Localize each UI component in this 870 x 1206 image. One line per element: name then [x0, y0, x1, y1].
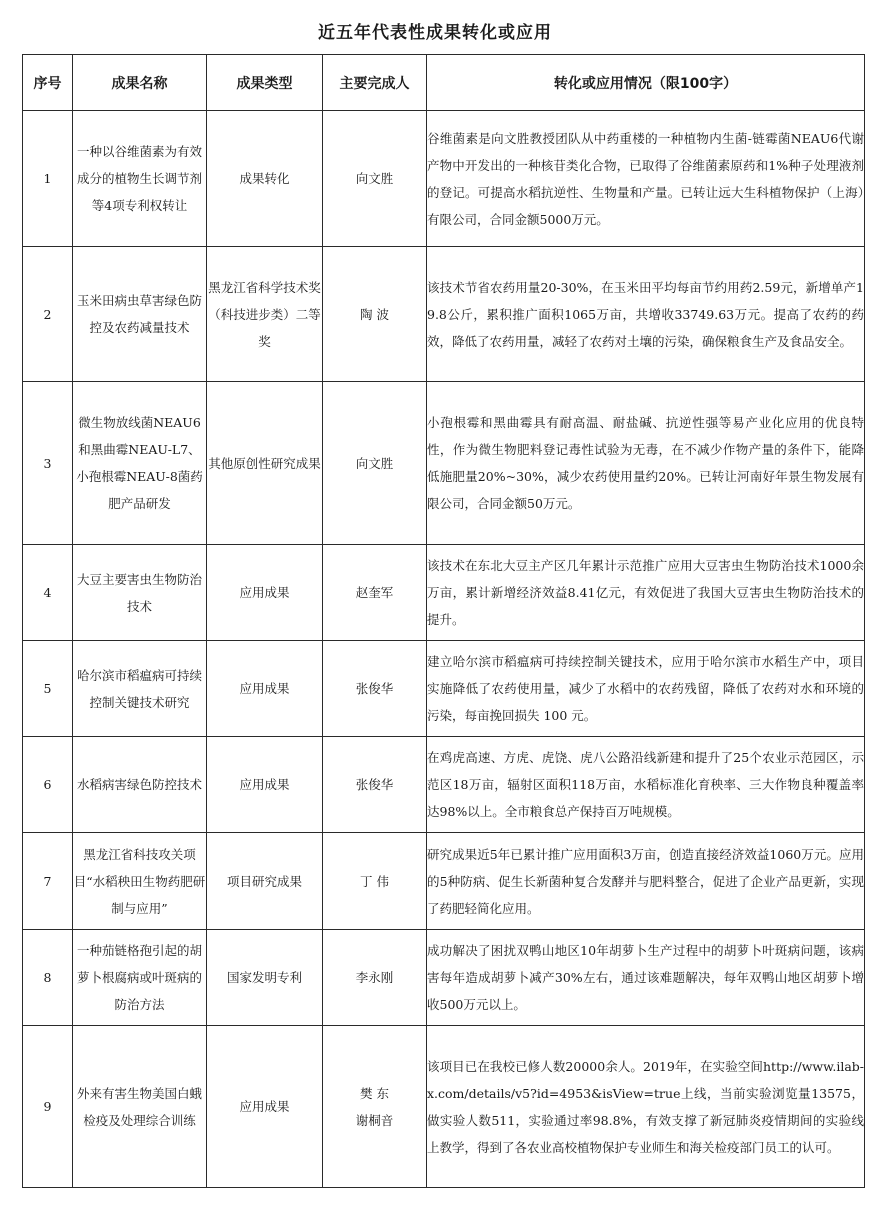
- application-description: 谷维菌素是向文胜教授团队从中药重楼的一种植物内生菌-链霉菌NEAU6代谢产物中开发出的一种核苷类化合物，已取得了谷维菌素原药和1%种子处理液剂的登记。可提高水稻抗逆性、生物量和产量。已转让远大生科植物保护（上海）有限公司，合同金额5000万元。: [427, 111, 865, 247]
- achievement-type: 应用成果: [207, 641, 323, 737]
- column-header-type: 成果类型: [207, 55, 323, 111]
- application-description: 小孢根霉和黑曲霉具有耐高温、耐盐碱、抗逆性强等易产业化应用的优良特性，作为微生物肥料登记毒性试验为无毒，在不减少作物产量的条件下，能降低施肥量20%~30%，减少农药使用量约20%。已转让河南好年景生物发展有限公司，合同金额50万元。: [427, 382, 865, 545]
- row-number: 9: [23, 1026, 73, 1188]
- main-contributor: 赵奎军: [323, 545, 427, 641]
- main-contributor: 樊 东 谢桐音: [323, 1026, 427, 1188]
- column-header-person: 主要完成人: [323, 55, 427, 111]
- achievement-name: 哈尔滨市稻瘟病可持续控制关键技术研究: [73, 641, 207, 737]
- column-header-name: 成果名称: [73, 55, 207, 111]
- row-number: 5: [23, 641, 73, 737]
- table-row: [23, 737, 865, 833]
- main-contributor: 向文胜: [323, 382, 427, 545]
- achievement-name: 水稻病害绿色防控技术: [73, 737, 207, 833]
- achievement-type: 成果转化: [207, 111, 323, 247]
- table-row: [23, 1026, 865, 1188]
- page-title: 近五年代表性成果转化或应用: [318, 23, 552, 43]
- table-row: [23, 111, 865, 247]
- row-number: 3: [23, 382, 73, 545]
- row-number: 1: [23, 111, 73, 247]
- achievement-name: 玉米田病虫草害绿色防控及农药减量技术: [73, 247, 207, 382]
- table-row: [23, 833, 865, 930]
- application-description: 该技术在东北大豆主产区几年累计示范推广应用大豆害虫生物防治技术1000余万亩，累计新增经济效益8.41亿元，有效促进了我国大豆害虫生物防治技术的提升。: [427, 545, 865, 641]
- achievement-name: 一种以谷维菌素为有效成分的植物生长调节剂等4项专利权转让: [73, 111, 207, 247]
- row-number: 7: [23, 833, 73, 930]
- achievement-name: 外来有害生物美国白蛾检疫及处理综合训练: [73, 1026, 207, 1188]
- main-contributor: 丁 伟: [323, 833, 427, 930]
- main-contributor: 陶 波: [323, 247, 427, 382]
- achievement-type: 项目研究成果: [207, 833, 323, 930]
- application-description: 建立哈尔滨市稻瘟病可持续控制关键技术，应用于哈尔滨市水稻生产中，项目实施降低了农药使用量，减少了水稻中的农药残留，降低了农药对水和环境的污染，每亩挽回损失 100 元。: [427, 641, 865, 737]
- achievement-type: 应用成果: [207, 545, 323, 641]
- main-contributor: 张俊华: [323, 737, 427, 833]
- application-description: 成功解决了困扰双鸭山地区10年胡萝卜生产过程中的胡萝卜叶斑病问题，该病害每年造成胡萝卜减产30%左右，通过该难题解决，每年双鸭山地区胡萝卜增收500万元以上。: [427, 930, 865, 1026]
- table-row: [23, 382, 865, 545]
- main-contributor: 向文胜: [323, 111, 427, 247]
- row-number: 8: [23, 930, 73, 1026]
- table-header-row: [23, 55, 865, 111]
- column-header-no: 序号: [23, 55, 73, 111]
- row-number: 2: [23, 247, 73, 382]
- achievement-type: 其他原创性研究成果: [207, 382, 323, 545]
- application-description: 研究成果近5年已累计推广应用面积3万亩，创造直接经济效益1060万元。应用的5种防病、促生长新菌种复合发酵并与肥料整合，促进了企业产品更新，实现了药肥轻简化应用。: [427, 833, 865, 930]
- application-description: 在鸡虎高速、方虎、虎饶、虎八公路沿线新建和提升了25个农业示范园区，示范区18万亩，辐射区面积118万亩，水稻标准化育秧率、三大作物良种覆盖率达98%以上。全市粮食总产保持百万吨规模。: [427, 737, 865, 833]
- achievement-name: 一种茄链格孢引起的胡萝卜根腐病或叶斑病的防治方法: [73, 930, 207, 1026]
- achievement-name: 微生物放线菌NEAU6和黑曲霉NEAU-L7、小孢根霉NEAU-8菌药肥产品研发: [73, 382, 207, 545]
- row-number: 4: [23, 545, 73, 641]
- row-number: 6: [23, 737, 73, 833]
- table-row: [23, 930, 865, 1026]
- achievement-type: 黑龙江省科学技术奖（科技进步类）二等奖: [207, 247, 323, 382]
- achievement-type: 应用成果: [207, 1026, 323, 1188]
- achievement-type: 应用成果: [207, 737, 323, 833]
- table-row: [23, 247, 865, 382]
- achievement-name: 大豆主要害虫生物防治技术: [73, 545, 207, 641]
- main-contributor: 李永刚: [323, 930, 427, 1026]
- table-row: [23, 545, 865, 641]
- application-description: 该技术节省农药用量20-30%，在玉米田平均每亩节约用药2.59元，新增单产19.8公斤，累积推广面积1065万亩，共增收33749.63万元。提高了农药的药效，降低了农药用量，减轻了农药对土壤的污染，确保粮食生产及食品安全。: [427, 247, 865, 382]
- column-header-description: 转化或应用情况（限100字）: [427, 55, 865, 111]
- table-row: [23, 641, 865, 737]
- main-contributor: 张俊华: [323, 641, 427, 737]
- achievement-type: 国家发明专利: [207, 930, 323, 1026]
- achievements-table: [22, 54, 865, 1188]
- application-description: 该项目已在我校已修人数20000余人。2019年，在实验空间http://www.ilab-x.com/details/v5?id=4953&isView=true上线，当前实验浏览量13575，做实验人数511，实验通过率98.8%，有效支撑了新冠肺炎疫情期间的实验线上教学，得到了各农业高校植物保护专业师生和海关检疫部门员工的认可。: [427, 1026, 865, 1188]
- achievement-name: 黑龙江省科技攻关项目“水稻秧田生物药肥研制与应用”: [73, 833, 207, 930]
